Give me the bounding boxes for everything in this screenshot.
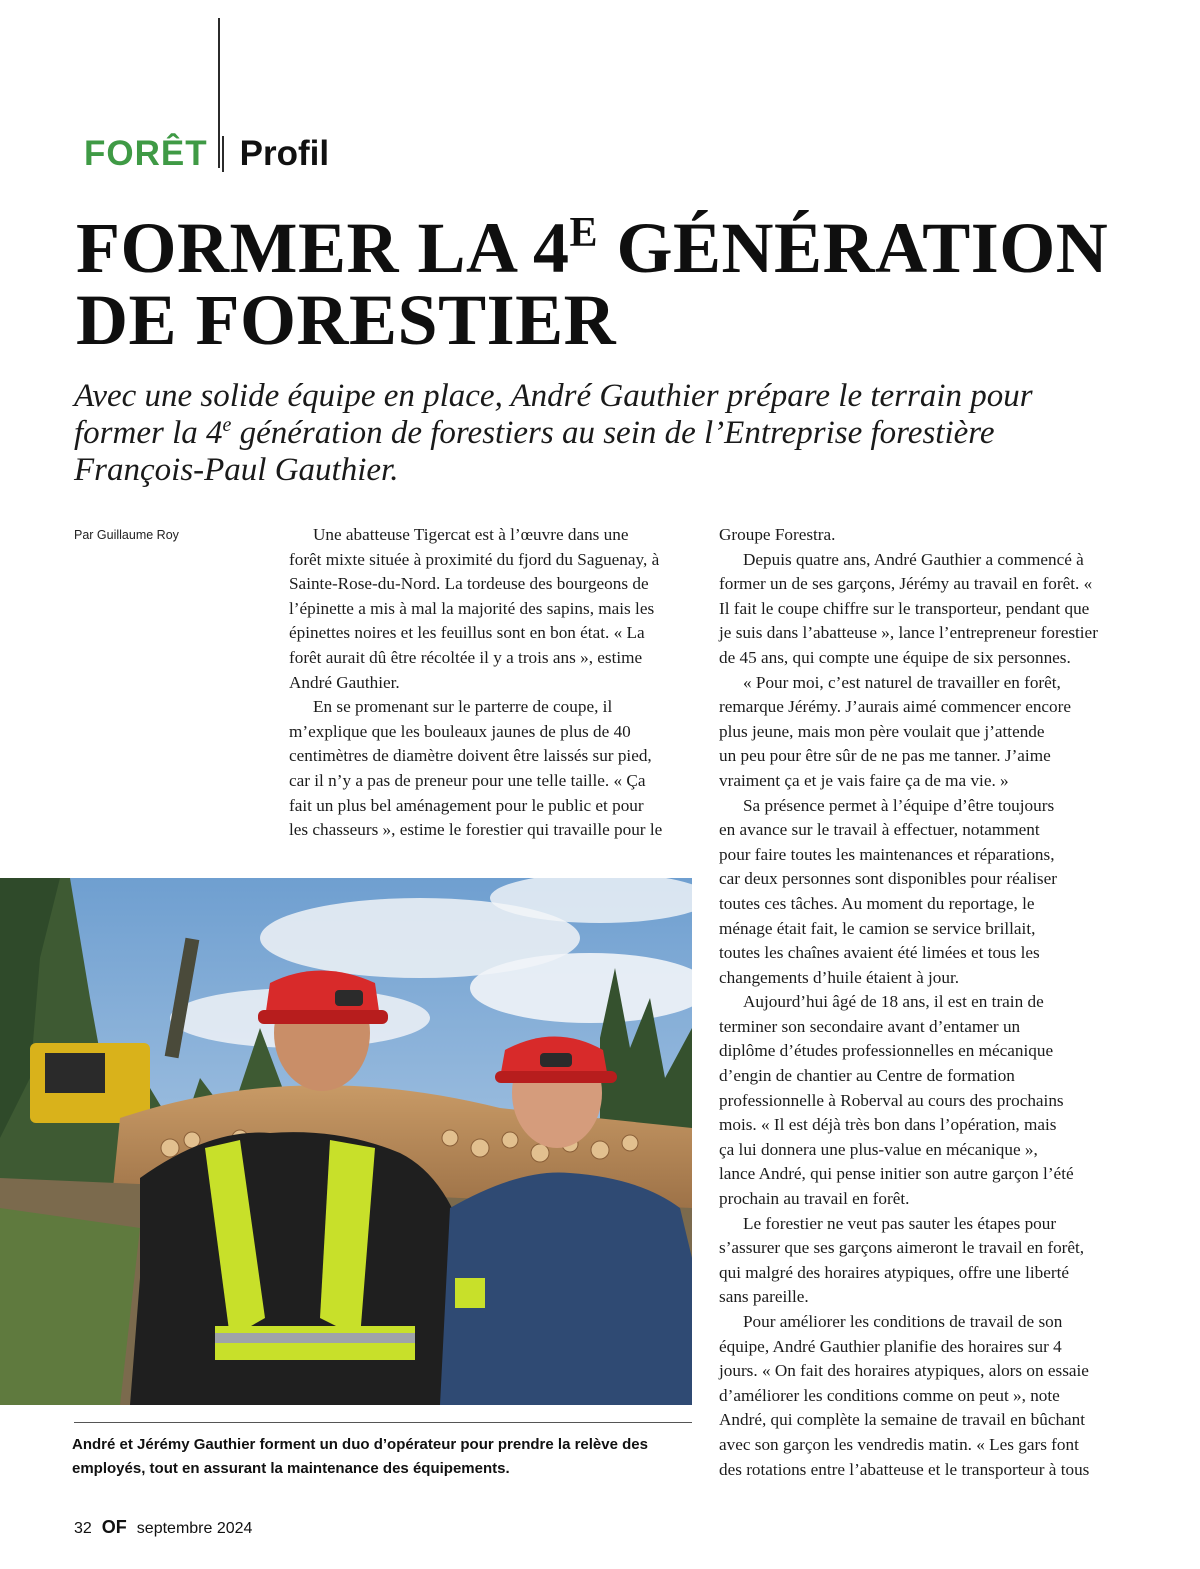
body-line: je suis dans l’abatteuse », lance l’entrepreneur forestier [719, 623, 1098, 643]
magazine-name: OF [101, 1517, 127, 1537]
caption-rule [74, 1422, 692, 1423]
section-divider [222, 136, 224, 172]
body-line: pour faire toutes les maintenances et réparations, [719, 844, 1055, 864]
body-line: les chasseurs », estime le forestier qui travaille pour le [289, 820, 663, 840]
body-line: En se promenant sur le parterre de coupe, il [313, 697, 613, 717]
body-line: qui malgré des horaires atypiques, offre une liberté [719, 1262, 1069, 1282]
caption-line-2: employés, tout en assurant la maintenance des équipements. [72, 1460, 510, 1477]
caption-line-1: André et Jérémy Gauthier forment un duo d’opérateur pour prendre la relève des [72, 1436, 648, 1453]
body-line: d’engin de chantier au Centre de formation [719, 1066, 1015, 1086]
body-line: épinettes noires et les feuillus sont en bon état. « La [289, 623, 645, 643]
page-footer [74, 1517, 252, 1538]
body-line: professionnelle à Roberval au cours des prochains [719, 1090, 1064, 1110]
body-line: prochain au travail en forêt. [719, 1189, 910, 1209]
body-line: Sa présence permet à l’équipe d’être toujours [743, 795, 1055, 815]
body-line: changements d’huile étaient à jour. [719, 967, 960, 987]
body-line: Une abatteuse Tigercat est à l’œuvre dans une [313, 525, 629, 544]
body-line: d’améliorer les conditions comme on peut », note [719, 1385, 1060, 1405]
dek-line-1: Avec une solide équipe en place, André Gauthier prépare le terrain pour [74, 378, 1033, 414]
dek-line-2-pre: former la 4 [74, 415, 223, 451]
body-line: de 45 ans, qui compte une équipe de six personnes. [719, 647, 1071, 667]
body-line: Aujourd’hui âgé de 18 ans, il est en train de [743, 992, 1044, 1012]
body-line: former un de ses garçons, Jérémy au travail en forêt. « [719, 574, 1093, 594]
article-headline [76, 208, 1156, 360]
body-line: vraiment ça et je vais faire ça de ma vie. » [719, 770, 1009, 790]
body-line: Groupe Forestra. [719, 525, 836, 544]
byline: Par Guillaume Roy [74, 528, 179, 542]
headline-line-2: DE FORESTIER [76, 280, 617, 360]
body-line: avec son garçon les vendredis matin. « Les gars font [719, 1434, 1079, 1454]
body-line: des rotations entre l’abatteuse et le transporteur à tous [719, 1459, 1090, 1479]
body-column-right [719, 523, 1129, 1482]
headline-superscript: E [569, 210, 599, 256]
body-line: plus jeune, mais mon père voulait que j’attende [719, 721, 1045, 741]
dek-superscript: e [222, 414, 232, 436]
body-line: Le forestier ne veut pas sauter les étapes pour [743, 1213, 1057, 1233]
body-line: André, qui complète la semaine de travail en bûchant [719, 1410, 1086, 1430]
body-line: André Gauthier. [289, 672, 400, 692]
body-line: l’épinette a mis à mal la majorité des sapins, mais les [289, 598, 655, 618]
body-line: Pour améliorer les conditions de travail de son [743, 1312, 1063, 1331]
dek-line-3: François-Paul Gauthier. [74, 452, 399, 488]
body-line: centimètres de diamètre doivent être laissés sur pied, [289, 746, 652, 766]
body-line: Sainte-Rose-du-Nord. La tordeuse des bourgeons de [289, 574, 649, 594]
body-line: car il n’y a pas de preneur pour une telle taille. « Ça [289, 770, 646, 790]
body-line: forêt aurait dû être récoltée il y a trois ans », estime [289, 647, 643, 667]
body-line: Il fait le coupe chiffre sur le transporteur, pendant que [719, 598, 1090, 618]
body-line: en avance sur le travail à effectuer, notamment [719, 820, 1040, 840]
section-tag [84, 132, 329, 176]
dek-line-2-post: génération de forestiers au sein de l’Entreprise forestière [231, 415, 995, 451]
body-line: jours. « On fait des horaires atypiques, alors on essaie [719, 1361, 1089, 1381]
body-line: terminer son secondaire avant d’entamer un [719, 1016, 1021, 1036]
body-line: lance André, qui pense initier son autre garçon l’été [719, 1164, 1074, 1184]
headline-line-1-pre: FORMER LA 4 [76, 208, 570, 288]
body-line: toutes les chaînes avaient été limées et tous les [719, 943, 1040, 963]
body-line: car deux personnes sont disponibles pour réaliser [719, 869, 1057, 889]
page-number: 32 [74, 1520, 92, 1537]
body-line: ménage était fait, le camion se service brillait, [719, 918, 1036, 938]
body-line: fait un plus bel aménagement pour le public et pour [289, 795, 644, 815]
body-line: diplôme d’études professionnelles en mécanique [719, 1041, 1054, 1061]
headline-line-1 [76, 208, 1156, 288]
body-line: un peu pour être sûr de ne pas me tanner. J’aime [719, 746, 1051, 766]
photo-illustration [0, 878, 692, 1405]
body-line: remarque Jérémy. J’aurais aimé commencer encore [719, 697, 1071, 717]
section-subcategory: Profil [239, 134, 330, 173]
body-line: équipe, André Gauthier planifie des horaires sur 4 [719, 1336, 1062, 1356]
headline-line-1-post: GÉNÉRATION [598, 208, 1109, 288]
body-line: mois. « Il est déjà très bon dans l’opération, mais [719, 1115, 1057, 1135]
section-category: FORÊT [84, 134, 208, 173]
article-dek [74, 378, 1154, 489]
body-line: Depuis quatre ans, André Gauthier a commencé à [743, 549, 1084, 569]
body-line: ça lui donnera une plus-value en mécanique », [719, 1139, 1038, 1159]
body-line: sans pareille. [719, 1287, 809, 1307]
article-photo [0, 878, 692, 1405]
photo-caption [72, 1433, 696, 1481]
issue-date: septembre 2024 [136, 1520, 253, 1537]
body-line: forêt mixte située à proximité du fjord du Saguenay, à [289, 549, 660, 569]
body-line: toutes ces tâches. Au moment du reportage, le [719, 893, 1035, 913]
body-line: « Pour moi, c’est naturel de travailler en forêt, [743, 672, 1061, 692]
body-line: s’assurer que ses garçons aimeront le travail en forêt, [719, 1238, 1085, 1258]
body-line: m’explique que les bouleaux jaunes de plus de 40 [289, 721, 631, 741]
body-column-middle [289, 523, 691, 843]
dek-line-2 [74, 415, 1154, 452]
